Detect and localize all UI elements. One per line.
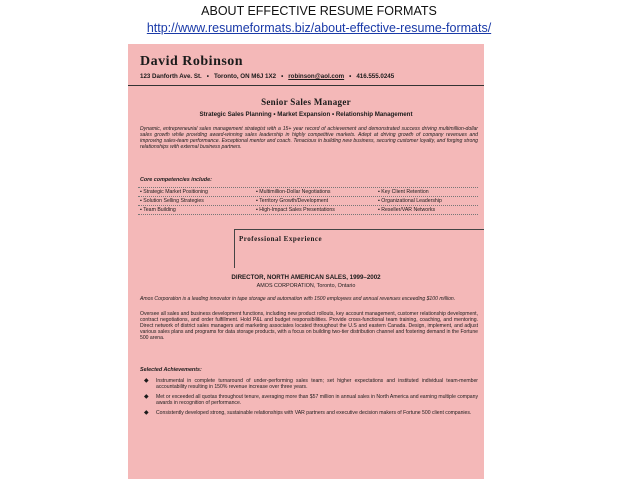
competency-item: ▪ Strategic Market Positioning — [140, 188, 208, 195]
competency-row — [138, 205, 478, 215]
bullet-icon: ▪ — [378, 206, 380, 213]
competency-row — [138, 187, 478, 196]
contact-line — [140, 73, 476, 80]
diamond-bullet-icon: ◆ — [144, 410, 149, 416]
competency-item: ▪ Territory Growth/Development — [256, 197, 329, 204]
bullet-icon: ▪ — [256, 206, 258, 213]
competency-item: ▪ Multimillion-Dollar Negotiations — [256, 188, 331, 195]
contact-phone: 416.555.0245 — [356, 73, 395, 80]
competency-item: ▪ Team Building — [140, 206, 176, 213]
contact-email[interactable]: robinson@aol.com — [288, 73, 345, 80]
bullet-icon: ▪ — [256, 188, 258, 195]
competency-item: ▪ Reseller/VAR Networks — [378, 206, 436, 213]
competency-item: ▪ High-Impact Sales Presentations — [256, 206, 335, 213]
bullet-icon: ▪ — [256, 197, 258, 204]
contact-separator: • — [206, 73, 209, 80]
bullet-icon: ▪ — [140, 188, 142, 195]
specialties-line: Strategic Sales Planning • Market Expansion • Relationship Management — [199, 111, 413, 118]
bullet-icon: ▪ — [378, 188, 380, 195]
contact-separator: • — [281, 73, 284, 80]
achievement-item: ◆ Instrumental in complete turnaround of under-performing sales team; set higher expectations and instituted individual team-member accountability resulting in 150% revenue increase over three years. — [144, 378, 478, 390]
achievements-label: Selected Achievements: — [140, 367, 202, 373]
contact-address: 123 Danforth Ave. St. — [140, 73, 202, 80]
contact-city: Toronto, ON M6J 1X2 — [213, 73, 277, 80]
candidate-name: David Robinson — [140, 54, 244, 69]
header-divider — [128, 85, 484, 86]
diamond-bullet-icon: ◆ — [144, 378, 149, 384]
achievement-item: ◆ Met or exceeded all quotas throughout tenure, averaging more than $57 million in annual sales in North America and earning multiple company awards in recognition of performance. — [144, 394, 478, 406]
competency-item: ▪ Solution Selling Strategies — [140, 197, 204, 204]
bullet-icon: ▪ — [140, 197, 142, 204]
achievements-list — [144, 378, 478, 420]
competencies-table — [138, 187, 478, 215]
slide-title: ABOUT EFFECTIVE RESUME FORMATS — [201, 4, 437, 18]
contact-separator: • — [349, 73, 352, 80]
core-competencies-label: Core competencies include: — [140, 177, 212, 183]
competency-item: ▪ Organizational Leadership — [378, 197, 442, 204]
resume-document — [128, 44, 484, 479]
company-intro: Amos Corporation is a leading innovator in tape storage and automation with 1500 employees and annual revenues exceeding $100 million. — [140, 296, 456, 302]
experience-heading: Professional Experience — [239, 235, 323, 243]
bullet-icon: ▪ — [140, 206, 142, 213]
job-title: DIRECTOR, NORTH AMERICAN SALES, 1999–2002 — [231, 274, 381, 281]
resume-headline: Senior Sales Manager — [261, 97, 351, 107]
bullet-icon: ▪ — [378, 197, 380, 204]
competency-row — [138, 196, 478, 205]
summary-paragraph: Dynamic, entrepreneurial sales management strategist with a 15+ year record of achievement and demonstrated success driving multimillion-dollar sales growth while providing award-winning sales leadership in highly competitive markets. Adept at driving growth of company revenues and improving sales-team performance. Exceptional mentor and coach. Tenacious in building new business, securing customer loyalty, and forging strong relationships with external business partners. — [140, 126, 478, 150]
achievement-item: ◆ Consistently developed strong, sustainable relationships with VAR partners and executive decision makers of Fortune 500 client companies. — [144, 410, 472, 416]
job-duties: Oversee all sales and business development functions, including new product rollouts, key account management, customer relationship development, contract negotiations, and order fulfillment. Hold P&L and budget responsibilities. Provide cross-functional team training, coaching, and mentoring. Direct network of district sales managers and marketing associates located throughout the U.S and eastern Canada. Design, implement, and adjust various sales plans and programs for data storage products, with a focus on building two-tier distribution channel and fostering demand in the Fortune 500 arena. — [140, 311, 478, 341]
job-company: AMOS CORPORATION, Toronto, Ontario — [256, 283, 356, 289]
competency-item: ▪ Key Client Retention — [378, 188, 429, 195]
source-link[interactable]: http://www.resumeformats.biz/about-effective-resume-formats/ — [146, 21, 492, 35]
diamond-bullet-icon: ◆ — [144, 394, 149, 400]
experience-heading-box — [234, 229, 484, 268]
